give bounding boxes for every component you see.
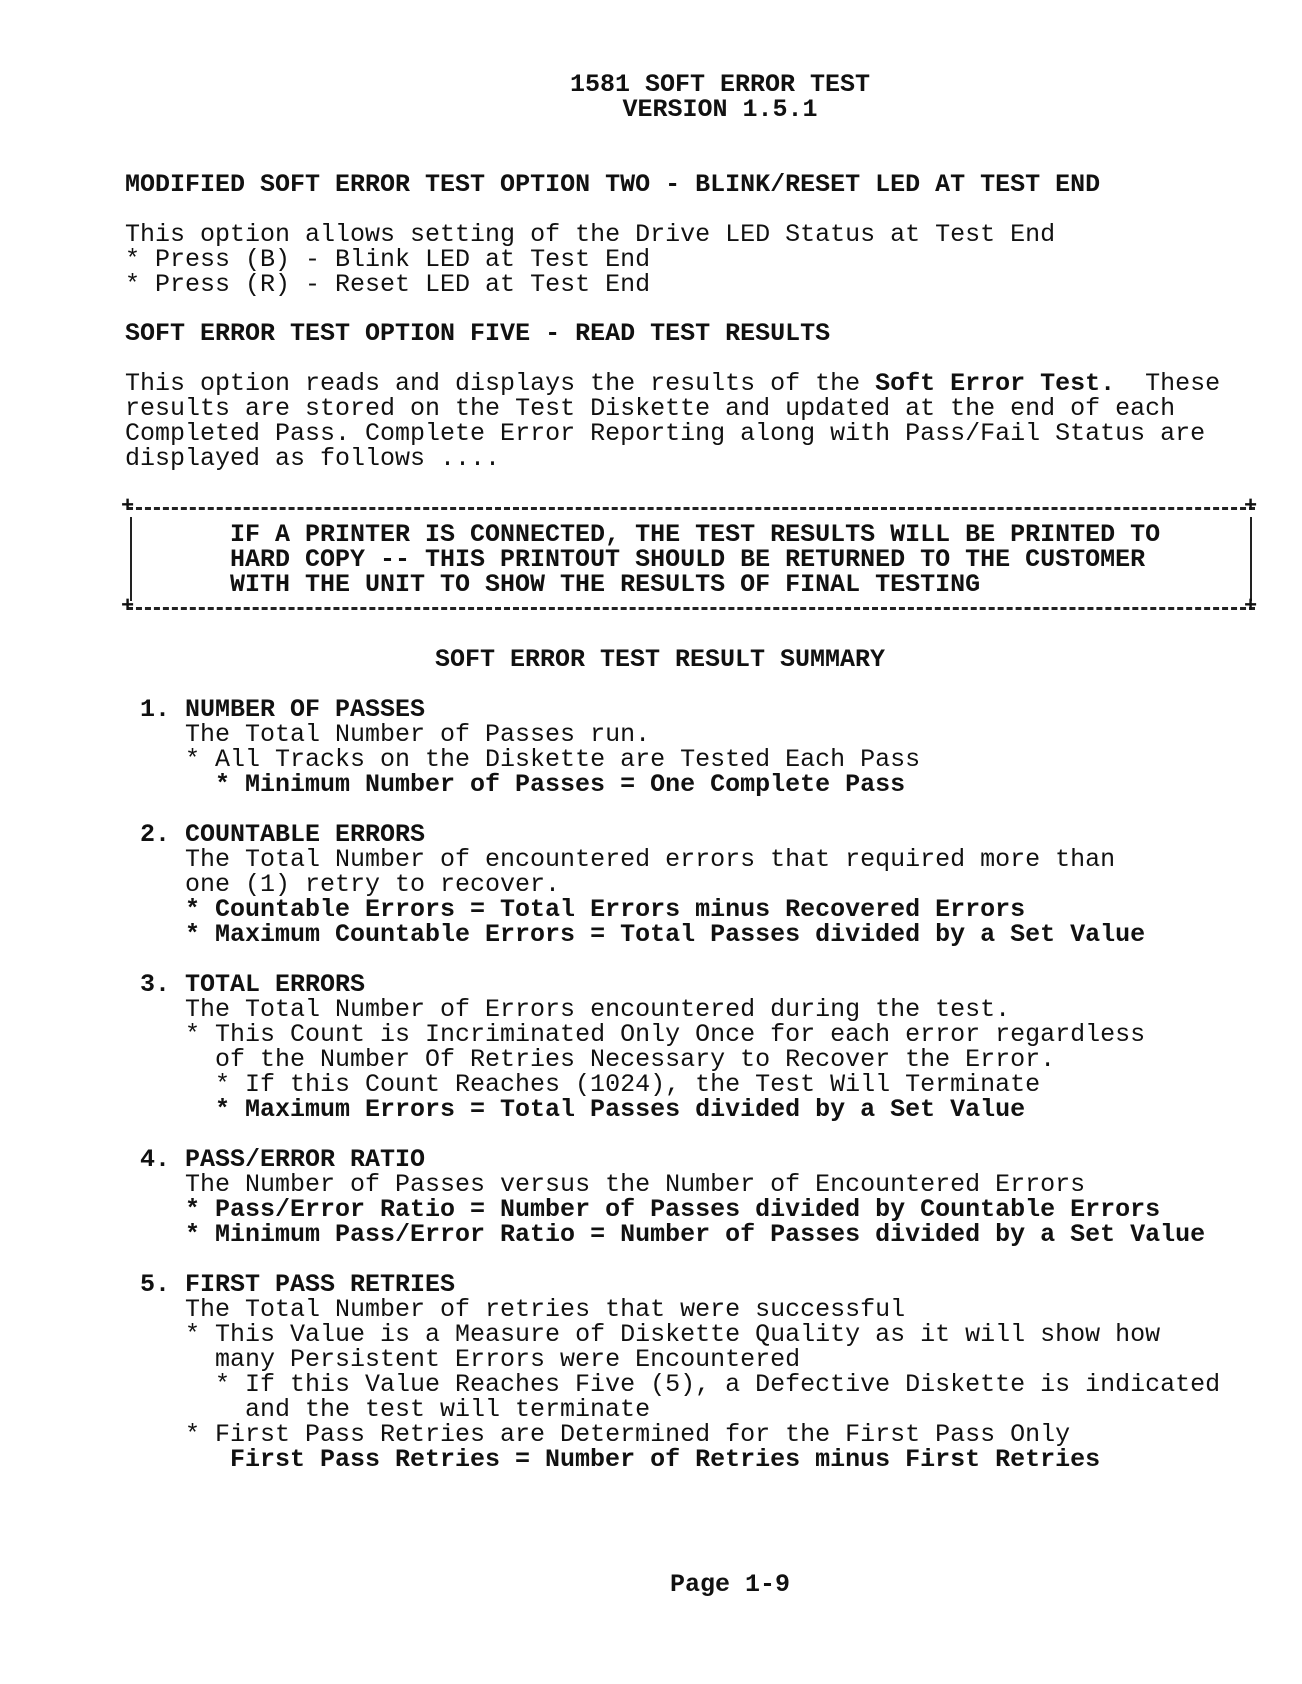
section-3-line-2: * This Count is Incriminated Only Once for each error regardless — [185, 1020, 1146, 1049]
section-2-line-4: * Maximum Countable Errors = Total Passes divided by a Set Value — [185, 920, 1146, 949]
option-five-line-1 — [125, 371, 1220, 396]
notice-top-rule — [127, 507, 1255, 510]
notice-corner-bottom-right: + — [1244, 594, 1258, 619]
section-5-line-7: First Pass Retries = Number of Retries minus First Retries — [230, 1445, 1101, 1474]
notice-right-border — [1250, 517, 1252, 601]
section-4-line-2: * Pass/Error Ratio = Number of Passes divided by Countable Errors — [185, 1195, 1161, 1224]
section-3-line-4: * If this Count Reaches (1024), the Test Will Terminate — [215, 1070, 1041, 1099]
page-number: Page 1-9 — [670, 1570, 791, 1599]
section-3-line-5: * Maximum Errors = Total Passes divided by a Set Value — [215, 1095, 1026, 1124]
soft-error-test-emphasis: Soft Error Test. — [875, 369, 1116, 398]
option-two-item-reset: * Press (R) - Reset LED at Test End — [125, 270, 651, 299]
section-5-heading: 5. FIRST PASS RETRIES — [140, 1270, 456, 1299]
section-1-line-1: The Total Number of Passes run. — [185, 720, 651, 749]
section-5-line-4: * If this Value Reaches Five (5), a Defective Diskette is indicated — [215, 1370, 1221, 1399]
section-4-line-3: * Minimum Pass/Error Ratio = Number of Passes divided by a Set Value — [185, 1220, 1206, 1249]
section-3-heading: 3. TOTAL ERRORS — [140, 970, 366, 999]
section-4-heading: 4. PASS/ERROR RATIO — [140, 1145, 426, 1174]
option-two-intro: This option allows setting of the Drive LED Status at Test End — [125, 220, 1056, 249]
option-five-line-4: displayed as follows .... — [125, 444, 501, 473]
section-1-line-3: * Minimum Number of Passes = One Complete Pass — [215, 770, 906, 799]
section-5-line-3: many Persistent Errors were Encountered — [215, 1345, 801, 1374]
notice-left-border — [130, 517, 132, 601]
section-5-line-6: * First Pass Retries are Determined for the First Pass Only — [185, 1420, 1071, 1449]
option-five-line-1-pre: This option reads and displays the results of the — [125, 369, 876, 398]
section-1-heading: 1. NUMBER OF PASSES — [140, 695, 426, 724]
section-2-heading: 2. COUNTABLE ERRORS — [140, 820, 426, 849]
option-five-heading: SOFT ERROR TEST OPTION FIVE - READ TEST RESULTS — [125, 319, 831, 348]
option-five-line-1-post: These — [1115, 369, 1221, 398]
section-5-line-5: and the test will terminate — [245, 1395, 651, 1424]
notice-corner-top-right: + — [1244, 494, 1258, 519]
section-3-line-1: The Total Number of Errors encountered during the test. — [185, 995, 1011, 1024]
notice-corner-top-left: + — [121, 494, 135, 519]
notice-line-1: IF A PRINTER IS CONNECTED, THE TEST RESULTS WILL BE PRINTED TO — [230, 520, 1161, 549]
document-version: VERSION 1.5.1 — [622, 95, 818, 124]
option-five-line-2: results are stored on the Test Diskette and updated at the end of each — [125, 394, 1176, 423]
notice-line-2: HARD COPY -- THIS PRINTOUT SHOULD BE RETURNED TO THE CUSTOMER — [230, 545, 1146, 574]
summary-title: SOFT ERROR TEST RESULT SUMMARY — [434, 645, 886, 674]
notice-corner-bottom-left: + — [121, 594, 135, 619]
section-4-line-1: The Number of Passes versus the Number of Encountered Errors — [185, 1170, 1086, 1199]
notice-bottom-rule — [127, 607, 1255, 610]
document-title: 1581 SOFT ERROR TEST — [569, 70, 871, 99]
section-2-line-2: one (1) retry to recover. — [185, 870, 561, 899]
section-2-line-3: * Countable Errors = Total Errors minus Recovered Errors — [185, 895, 1026, 924]
option-five-line-3: Completed Pass. Complete Error Reporting along with Pass/Fail Status are — [125, 419, 1206, 448]
section-3-line-3: of the Number Of Retries Necessary to Recover the Error. — [215, 1045, 1056, 1074]
option-two-heading: MODIFIED SOFT ERROR TEST OPTION TWO - BLINK/RESET LED AT TEST END — [125, 170, 1101, 199]
section-5-line-1: The Total Number of retries that were successful — [185, 1295, 906, 1324]
section-2-line-1: The Total Number of encountered errors that required more than — [185, 845, 1116, 874]
option-two-item-blink: * Press (B) - Blink LED at Test End — [125, 245, 651, 274]
notice-line-3: WITH THE UNIT TO SHOW THE RESULTS OF FINAL TESTING — [230, 570, 981, 599]
section-1-line-2: * All Tracks on the Diskette are Tested Each Pass — [185, 745, 921, 774]
section-5-line-2: * This Value is a Measure of Diskette Quality as it will show how — [185, 1320, 1161, 1349]
